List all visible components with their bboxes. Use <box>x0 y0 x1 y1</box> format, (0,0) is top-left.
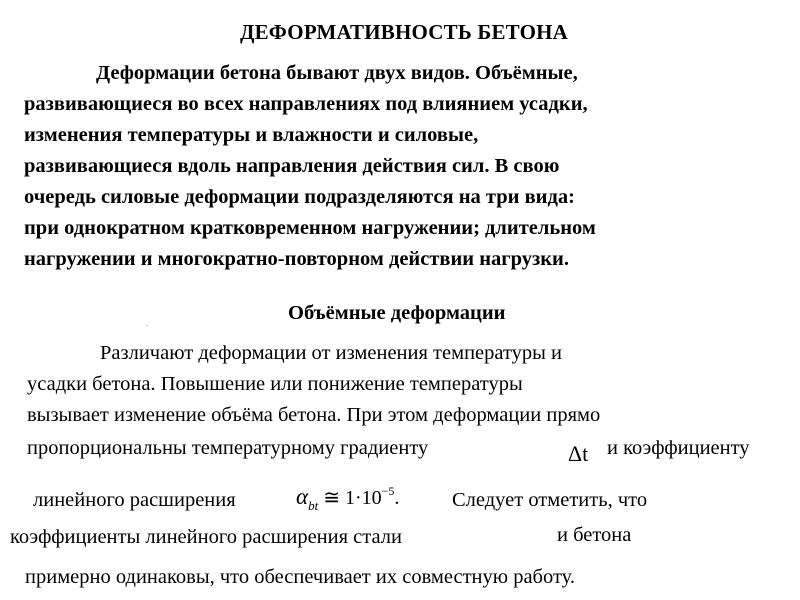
intro-line: развивающиеся во всех направлениях под влиянием усадки, <box>24 93 588 115</box>
alpha-symbol: α <box>296 484 309 509</box>
body-line-1: Различают деформации от изменения температуры и <box>100 342 563 364</box>
intro-line: Деформации бетона бывают двух видов. Объёмные, <box>96 62 578 84</box>
intro-line: развивающиеся вдоль направления действия сил. В свою <box>24 155 560 177</box>
intro-line: очередь силовые деформации подразделяются на три вида: <box>24 186 575 208</box>
formula-value: 1·10 <box>344 487 382 509</box>
body-line-5a: линейного расширения <box>33 489 236 511</box>
formula-exponent: −5 <box>381 484 395 498</box>
decorative-dot: . <box>146 318 149 328</box>
intro-line: нагружении и многократно-повторном действии нагрузки. <box>24 248 569 270</box>
intro-line: изменения температуры и влажности и силовые, <box>24 124 479 146</box>
page-title: ДЕФОРМАТИВНОСТЬ БЕТОНА <box>239 20 569 44</box>
section-subtitle: Объёмные деформации <box>288 302 506 324</box>
body-line-4a: пропорциональны температурному градиенту <box>27 437 429 459</box>
intro-paragraph <box>24 58 784 275</box>
delta-t-symbol: Δt <box>568 441 589 466</box>
body-line-7: примерно одинаковы, что обеспечивает их совместную работу. <box>25 566 575 588</box>
body-line-2: усадки бетона. Повышение или понижение температуры <box>27 373 523 395</box>
expansion-formula <box>296 484 400 513</box>
body-line-4b: и коэффициенту <box>607 437 750 459</box>
body-line-5b: Следует отметить, что <box>452 489 648 511</box>
approx-sign: ≅ <box>323 487 340 509</box>
body-line-6a: коэффициенты линейного расширения стали <box>10 526 402 548</box>
formula-subscript: bt <box>308 498 319 513</box>
body-line-6b: и бетона <box>557 524 632 546</box>
formula-end: . <box>394 487 400 509</box>
body-line-3: вызывает изменение объёма бетона. При этом деформации прямо <box>27 404 601 426</box>
intro-line: при однократном кратковременном нагружении; длительном <box>24 217 596 239</box>
